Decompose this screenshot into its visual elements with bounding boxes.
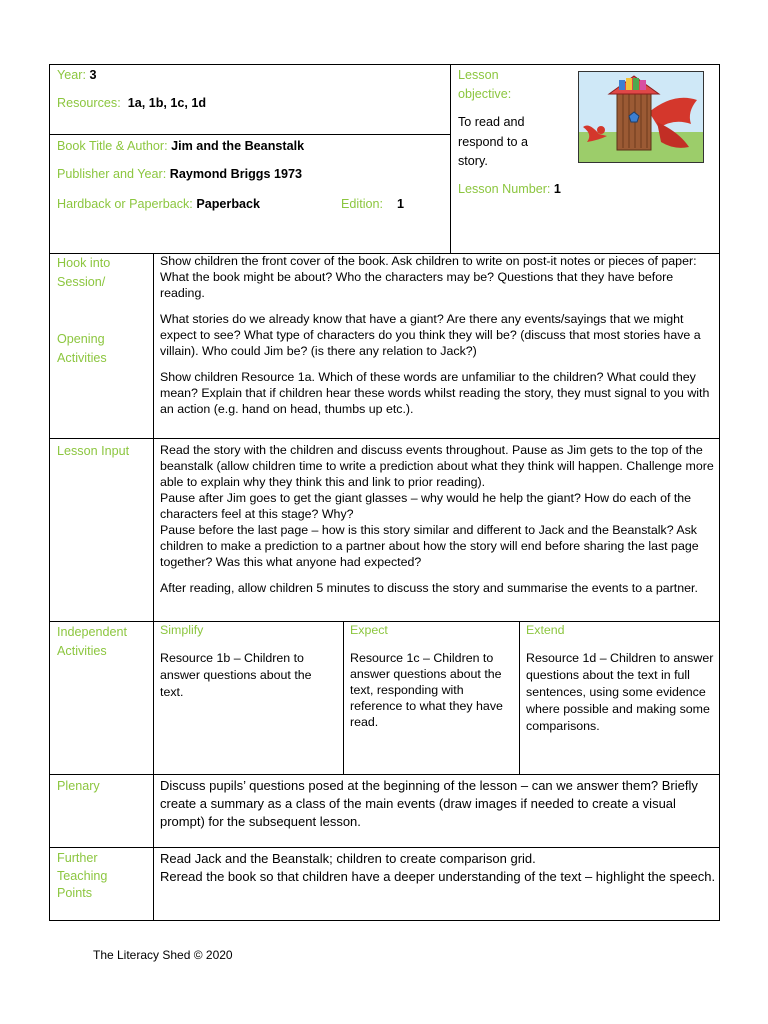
hook-label-1: Hook into — [57, 256, 111, 270]
input-paragraph-4: After reading, allow children 5 minutes to discuss the story and summarise the events to a partner. — [160, 581, 698, 595]
year-line: Year: 3 — [57, 68, 97, 82]
input-paragraph-1: Read the story with the children and discuss events throughout. Pause as Jim gets to the top of the beanstalk (allow children time to write a prediction about what they think will happen. Challenge more able to explain why they think this and link to prior reading). — [160, 443, 714, 489]
expect-label: Expect — [350, 623, 388, 637]
hook-label-3: Opening — [57, 332, 105, 346]
resources-line: Resources: 1a, 1b, 1c, 1d — [57, 96, 207, 110]
further-divider — [153, 847, 154, 921]
independent-label-1: Independent — [57, 625, 128, 639]
simplify-text: Resource 1b – Children to answer questions about the text. — [160, 651, 312, 699]
further-label-2: Teaching — [57, 869, 108, 883]
hook-paragraph-3: Show children Resource 1a. Which of these words are unfamiliar to the children? What could they mean? Explain that if children hear these words whilst reading the story, they must signal to you with an action (e.g. hand on head, thumbs up etc.). — [160, 370, 710, 416]
further-content — [160, 850, 716, 886]
input-divider — [153, 438, 154, 622]
independent-label-2: Activities — [57, 644, 107, 658]
plenary-divider — [153, 774, 154, 848]
objective-text-3: story. — [458, 154, 488, 168]
hook-label-4: Activities — [57, 351, 107, 365]
further-label-3: Points — [57, 886, 93, 900]
independent-divider-1 — [153, 621, 154, 775]
footer-copyright: The Literacy Shed © 2020 — [93, 948, 233, 962]
plenary-label: Plenary — [57, 779, 100, 793]
book-line: Book Title & Author: Jim and the Beanstalk — [57, 139, 305, 153]
hook-paragraph-2: What stories do we already know that have a giant? Are there any events/sayings that we might expect to see? What type of characters do you think they will be? (discuss that most stories have a villain). Who could Jim be? (is there any relation to Jack?) — [160, 312, 701, 358]
input-label: Lesson Input — [57, 444, 130, 458]
input-content — [160, 442, 715, 596]
publisher-line: Publisher and Year: Raymond Briggs 1973 — [57, 167, 303, 181]
further-paragraph-1: Read Jack and the Beanstalk; children to create comparison grid. — [160, 851, 536, 866]
further-label-1: Further — [57, 851, 98, 865]
lesson-number-line: Lesson Number: 1 — [458, 182, 561, 196]
hook-paragraph-1: Show children the front cover of the book. Ask children to write on post-it notes or pieces of paper: What the book might be about? Who the characters may be? Questions that they have before reading. — [160, 254, 697, 300]
extend-label: Extend — [526, 623, 565, 637]
objective-label-2: objective: — [458, 87, 512, 101]
dragon-book-illustration — [578, 71, 704, 163]
hook-content — [160, 253, 712, 417]
objective-label-1: Lesson — [458, 68, 499, 82]
extend-text: Resource 1d – Children to answer questions about the text in full sentences, using some evidence where possible and making some comparisons. — [526, 651, 714, 733]
format-line: Hardback or Paperback: Paperback — [57, 197, 261, 211]
objective-text-1: To read and — [458, 115, 525, 129]
plenary-text: Discuss pupils’ questions posed at the beginning of the lesson – can we answer them? Briefly create a summary as a class of the main events (draw images if needed to create a visual prompt) for the subsequent lesson. — [160, 778, 698, 829]
simplify-label: Simplify — [160, 623, 204, 637]
independent-divider-3 — [519, 621, 520, 775]
hook-divider — [153, 253, 154, 439]
edition-line: Edition: 1 — [341, 197, 405, 211]
input-paragraph-2: Pause after Jim goes to get the giant glasses – why would he help the giant? How do each of the characters feel at this stage? Why? — [160, 491, 692, 521]
input-paragraph-3: Pause before the last page – how is this story similar and different to Jack and the Beanstalk? Ask children to make a prediction to a partner about how the story will end before sharing the last page together? Was this what anyone had expected? — [160, 523, 699, 569]
expect-text: Resource 1c – Children to answer questions about the text, responding with reference to what they have read. — [350, 651, 503, 729]
header-divider-vertical — [450, 64, 451, 254]
independent-divider-2 — [343, 621, 344, 775]
hook-label-2: Session/ — [57, 275, 106, 289]
header-divider-horizontal — [49, 134, 451, 135]
objective-text-2: respond to a — [458, 135, 529, 149]
further-paragraph-2: Reread the book so that children have a deeper understanding of the text – highlight the speech. — [160, 869, 716, 884]
